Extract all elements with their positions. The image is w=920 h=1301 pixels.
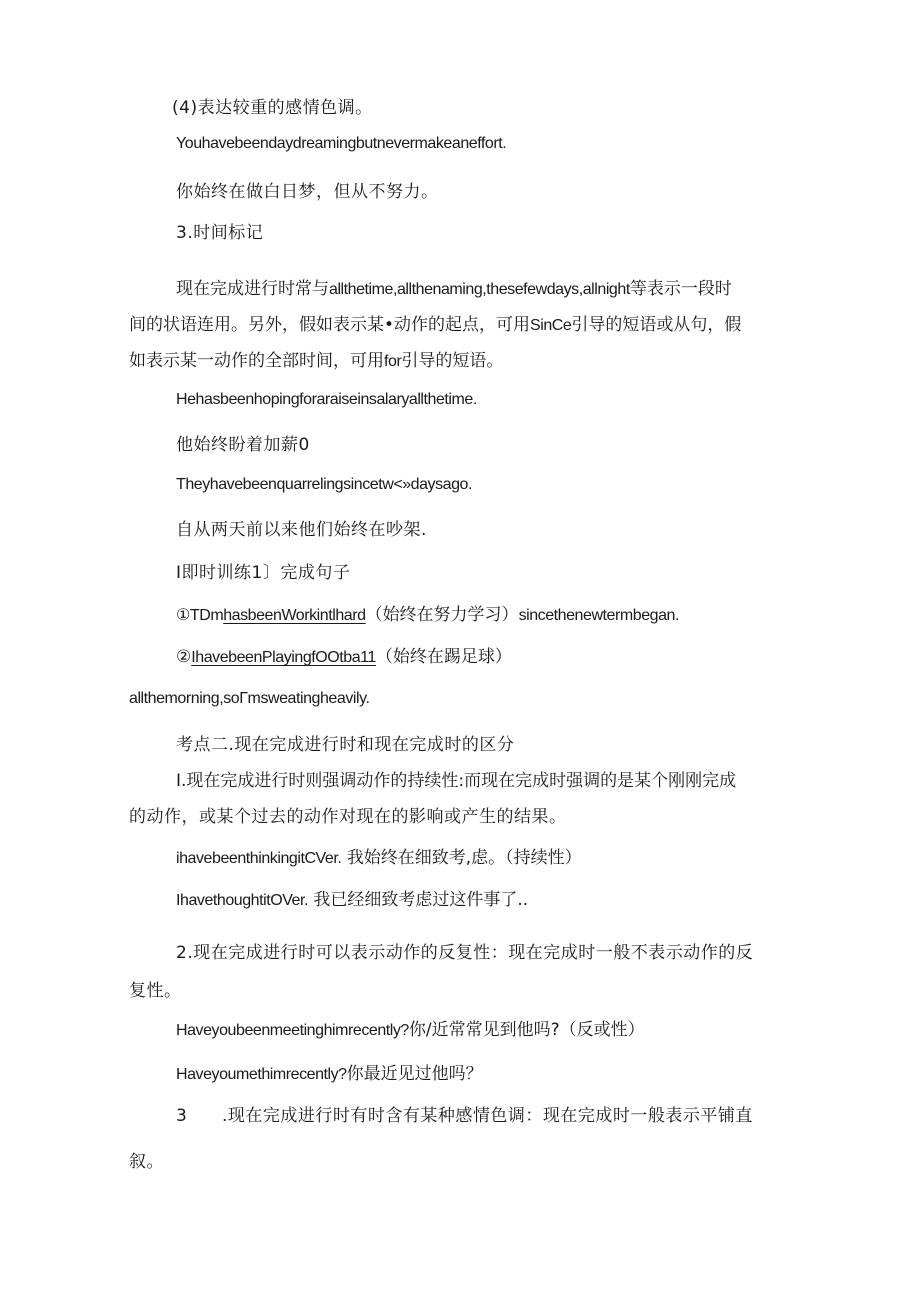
example-sentence-en: Youhavebeendaydreamingbutnevermakeaneffort. — [176, 135, 507, 152]
exercise-continuation: allthemorning,soΓmsweatingheavily. — [129, 690, 370, 707]
exercise-hint: （始终在努力学习） — [365, 605, 519, 625]
paragraph-line: 的动作，或某个过去的动作对现在的影响或产生的结果。 — [129, 807, 567, 827]
time-expressions: allthetime,allthenaming,thesefewdays,allnight — [329, 281, 630, 298]
exercise-hint: （始终在踢足球） — [375, 647, 512, 667]
paragraph-line — [176, 277, 732, 302]
example-sentence-zh: 你/近常常见到他吗?（反或性） — [408, 1020, 645, 1040]
example-sentence-zh: 他始终盼着加薪0 — [176, 435, 310, 455]
exercise-item-1 — [176, 603, 679, 628]
exercise-answer: IhavebeenPlayingfOOtba11 — [191, 649, 376, 666]
example-sentence-en: ihavebeenthinkingitCVer. — [176, 850, 342, 867]
paragraph-text: I.现在完成进行时则强调动作的持续性 — [176, 771, 459, 791]
example-sentence-zh: 自从两天前以来他们始终在吵架. — [176, 520, 427, 540]
exercise-item-2 — [176, 645, 512, 670]
paragraph-text: 引导的短语或从句，假 — [571, 315, 742, 335]
example-pair — [176, 1018, 645, 1043]
point-4-heading: (4)表达较重的感情色调。 — [172, 98, 373, 118]
paragraph-text: 如表示某一动作的全部时间，可用 — [129, 351, 384, 371]
section-heading-time-markers: 3.时间标记 — [176, 223, 264, 243]
exercise-text: ①TDm — [176, 607, 224, 624]
paragraph-line: .现在完成进行时有时含有某种感情色调：现在完成时一般表示平铺直 — [222, 1106, 753, 1126]
paragraph-text: 间的状语连用。另外，假如表示某•动作的起点，可用 — [129, 315, 531, 335]
example-sentence-zh: 你最近见过他吗？ — [346, 1064, 483, 1084]
paragraph-text: 引导的短语。 — [401, 351, 504, 371]
keyword-for: for — [384, 353, 402, 370]
paragraph-line — [129, 349, 503, 374]
paragraph-line — [176, 769, 736, 793]
example-pair — [176, 846, 582, 871]
exercise-number: ② — [176, 647, 192, 667]
example-sentence-en: Theyhavebeenquarrelingsincetw<»daysago. — [176, 476, 472, 493]
example-pair — [176, 1062, 483, 1087]
keyword-since: SinCe — [530, 317, 572, 334]
example-sentence-en: Haveyoumethimrecently? — [176, 1066, 347, 1083]
example-sentence-en: IhavethoughtitOVer. — [176, 892, 308, 909]
example-sentence-zh: 我已经细致考虑过这件事了.. — [313, 890, 529, 910]
exercise-heading: I即时训练1〕完成句子 — [176, 563, 351, 583]
section-heading-point-2: 考点二.现在完成进行时和现在完成时的区分 — [176, 735, 515, 755]
example-sentence-en: Hehasbeenhopingforaraiseinsalaryallthetime. — [176, 391, 477, 408]
list-number: 3 — [176, 1106, 188, 1126]
example-pair — [176, 888, 528, 913]
paragraph-text: 等表示一段时 — [629, 279, 732, 299]
example-sentence-zh: 你始终在做白日梦，但从不努力。 — [176, 182, 439, 202]
paragraph-text: 现在完成进行时常与 — [176, 279, 329, 299]
exercise-answer: hasbeenWorkintlhard — [223, 607, 366, 624]
paragraph-line — [129, 313, 741, 338]
example-sentence-zh: 我始终在细致考,虑。（持续性） — [346, 848, 582, 868]
paragraph-text: :而现在完成时强调的是某个刚刚完成 — [458, 771, 737, 791]
paragraph-line: 2.现在完成进行时可以表示动作的反复性：现在完成时一般不表示动作的反 — [176, 943, 754, 963]
example-sentence-en: Haveyoubeenmeetinghimrecently? — [176, 1022, 409, 1039]
exercise-text: sincethenewtermbegan. — [518, 607, 679, 624]
paragraph-line: 复性。 — [129, 981, 182, 1001]
paragraph-line: 叙。 — [129, 1152, 164, 1172]
